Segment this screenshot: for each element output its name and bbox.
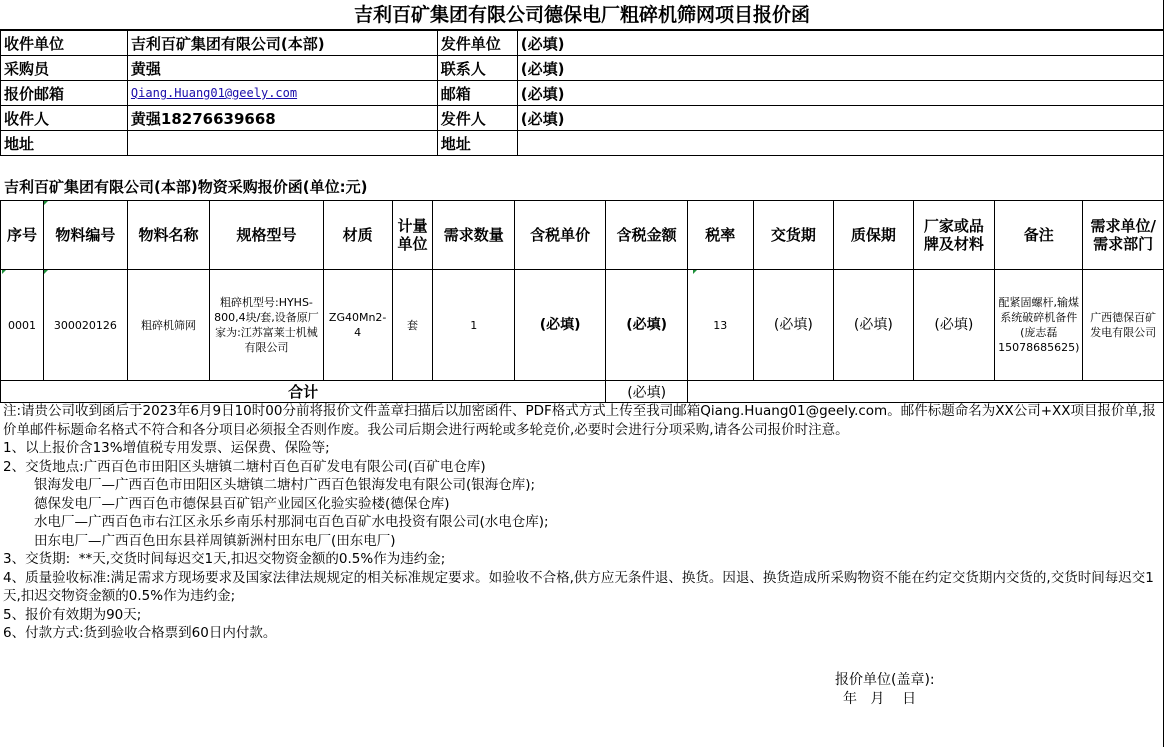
info-label: 地址 [437, 131, 517, 156]
sign-label: 报价单位(盖章): [835, 672, 935, 688]
info-value[interactable]: (必填) [517, 81, 1163, 106]
header-cell: 含税金额 [606, 201, 688, 270]
info-row [1, 81, 1164, 106]
note-line: 银海发电厂—广西百色市田阳区头塘镇二塘村广西百色银海发电有限公司(银海仓库); [34, 477, 536, 493]
notes-section [0, 402, 1160, 643]
info-label: 发件单位 [437, 31, 517, 56]
info-row [1, 106, 1164, 131]
note-line: 1、以上报价含13%增值税专用发票、运保费、保险等; [3, 440, 330, 456]
cell-marker-icon [2, 270, 6, 274]
info-label: 联系人 [437, 56, 517, 81]
header-cell: 材质 [323, 201, 392, 270]
table-header-row [1, 201, 1164, 270]
total-row [1, 381, 1164, 403]
header-cell: 物料名称 [127, 201, 209, 270]
total-value[interactable]: (必填) [606, 381, 688, 403]
header-cell: 需求单位/需求部门 [1083, 201, 1164, 270]
header-cell: 交货期 [753, 201, 834, 270]
note-line: 田东电厂—广西百色田东县祥周镇新洲村田东电厂(田东电厂) [34, 532, 396, 549]
info-value[interactable]: (必填) [517, 31, 1163, 56]
info-value[interactable] [517, 131, 1163, 156]
cell-unit[interactable]: 套 [392, 270, 433, 381]
header-cell: 厂家或品牌及材料 [913, 201, 995, 270]
info-label: 收件人 [1, 106, 128, 131]
note-line: 水电厂—广西百色市右江区永乐乡南乐村那洞屯百色百矿水电投资有限公司(水电仓库); [34, 514, 549, 530]
cell-name[interactable]: 粗碎机筛网 [127, 270, 209, 381]
cell-marker-icon [44, 270, 48, 274]
cell-marker-icon [693, 270, 697, 274]
cell-remark[interactable]: 配紧固螺杆,输煤系统破碎机备件(庞志磊15078685625) [995, 270, 1083, 381]
table-subtitle: 吉利百矿集团有限公司(本部)物资采购报价函(单位:元) [0, 173, 1164, 201]
header-cell: 含税单价 [514, 201, 605, 270]
cell-spec[interactable]: 粗碎机型号:HYHS-800,4块/套,设备原厂家为:江苏富莱士机械有限公司 [210, 270, 323, 381]
header-cell: 需求数量 [433, 201, 514, 270]
note-line: 2、交货地点:广西百色市田阳区头塘镇二塘村百色百矿发电有限公司(百矿电仓库) [3, 458, 486, 475]
header-cell: 质保期 [834, 201, 914, 270]
cell-seq[interactable]: 0001 [1, 270, 44, 381]
info-label: 采购员 [1, 56, 128, 81]
info-row [1, 131, 1164, 156]
info-value[interactable]: (必填) [517, 106, 1163, 131]
info-label: 地址 [1, 131, 128, 156]
info-row [1, 31, 1164, 56]
cell-qty[interactable]: 1 [433, 270, 514, 381]
info-value[interactable]: 吉利百矿集团有限公司(本部) [127, 31, 437, 56]
header-cell: 备注 [995, 201, 1083, 270]
info-value[interactable]: 黄强 [127, 56, 437, 81]
email-link[interactable]: Qiang.Huang01@geely.com [127, 81, 437, 106]
header-cell: 规格型号 [210, 201, 323, 270]
items-table [0, 200, 1164, 403]
cell-code[interactable]: 300020126 [43, 270, 127, 381]
table-row [1, 270, 1164, 381]
document-title: 吉利百矿集团有限公司德保电厂粗碎机筛网项目报价函 [0, 0, 1164, 30]
note-paragraph: 4、质量验收标准:满足需求方现场要求及国家法律法规规定的相关标准规定要求。如验收不合格,供方应无条件退、换货。因退、换货造成所采购物资不能在约定交货期内交货的,交货时间每迟交1天,扣迟交物资金额的0.5%作为违约金; [3, 569, 1154, 604]
header-cell: 序号 [1, 201, 44, 270]
header-cell: 计量单位 [392, 201, 433, 270]
signature-block [835, 671, 935, 709]
cell-delivery[interactable]: (必填) [753, 270, 834, 381]
note-line: 3、交货期: **天,交货时间每迟交1天,扣迟交物资金额的0.5%作为违约金; [3, 551, 446, 567]
cell-warranty[interactable]: (必填) [834, 270, 914, 381]
note-line: 德保发电厂—广西百色市德保县百矿铝产业园区化验实验楼(德保仓库) [34, 495, 450, 512]
info-label: 收件单位 [1, 31, 128, 56]
info-label: 邮箱 [437, 81, 517, 106]
note-line: 6、付款方式:货到验收合格票到60日内付款。 [3, 625, 277, 641]
note-line: 5、报价有效期为90天; [3, 606, 142, 623]
header-cell: 物料编号 [43, 201, 127, 270]
cell-dept[interactable]: 广西德保百矿发电有限公司 [1083, 270, 1164, 381]
cell-amount[interactable]: (必填) [606, 270, 688, 381]
info-label: 报价邮箱 [1, 81, 128, 106]
cell-tax[interactable]: 13 [688, 270, 754, 381]
cell-brand[interactable]: (必填) [913, 270, 995, 381]
sign-date: 年 月 日 [843, 691, 917, 707]
info-value[interactable] [127, 131, 437, 156]
total-empty [688, 381, 1164, 403]
cell-marker-icon [44, 201, 48, 205]
info-table [0, 30, 1164, 156]
cell-price[interactable]: (必填) [514, 270, 605, 381]
cell-material[interactable]: ZG40Mn2-4 [323, 270, 392, 381]
info-label: 发件人 [437, 106, 517, 131]
note-paragraph: 注:请贵公司收到函后于2023年6月9日10时00分前将报价文件盖章扫描后以加密函件、PDF格式方式上传至我司邮箱Qiang.Huang01@geely.com。邮件标题命名为XX公司+XX项目报价单,报价单邮件标题命名格式不符合和各分项目必须报全否则作废。我公司后期会进行两轮或多轮竞价,必要时会进行分项采购,请各公司报价时注意。 [3, 403, 1156, 438]
info-value[interactable]: (必填) [517, 56, 1163, 81]
info-row [1, 56, 1164, 81]
info-value[interactable]: 黄强18276639668 [127, 106, 437, 131]
total-label: 合计 [1, 381, 606, 403]
header-cell: 税率 [688, 201, 754, 270]
